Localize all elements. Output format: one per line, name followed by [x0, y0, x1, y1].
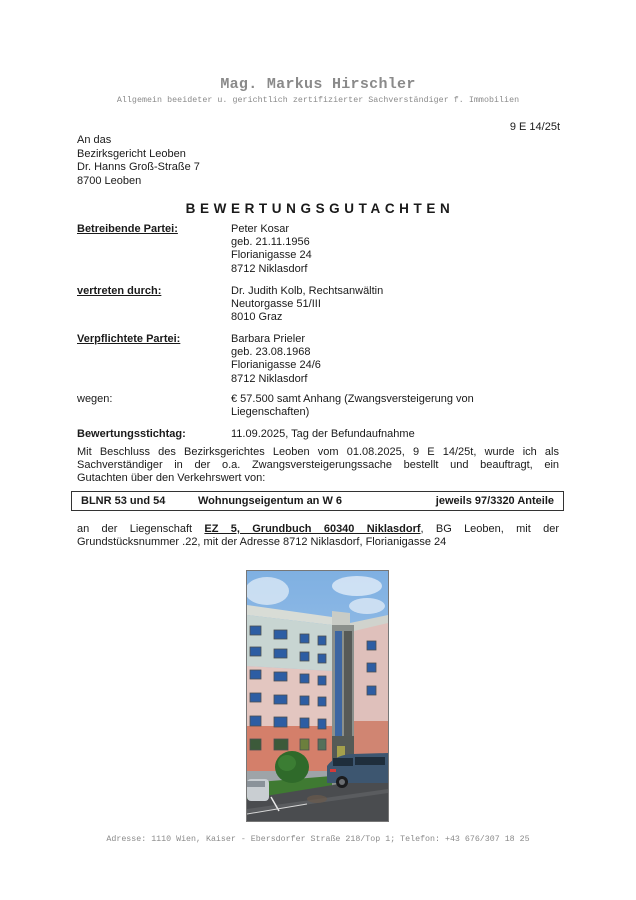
party-label: vertreten durch:	[77, 285, 162, 297]
paragraph-line: Sachverständiger in der o.a. Zwangsversteigerungssache bestellt und beauftragt, ein	[77, 459, 559, 472]
party-line: Florianigasse 24/6	[231, 359, 321, 372]
case-number: 9 E 14/25t	[509, 121, 560, 133]
party-value	[231, 333, 321, 386]
property-paragraph	[77, 523, 559, 549]
property-register-link: EZ 5, Grundbuch 60340 Niklasdorf	[204, 523, 421, 535]
paragraph-text: an der Liegenschaft	[77, 523, 205, 535]
party-line: 8712 Niklasdorf	[231, 372, 308, 385]
paragraph-line	[77, 523, 559, 536]
page-footer: Adresse: 1110 Wien, Kaiser - Ebersdorfer Straße 218/Top 1; Telefon: +43 676/307 18 25	[106, 835, 530, 844]
party-label: Verpflichtete Partei:	[77, 333, 181, 345]
paragraph-line: Grundstücksnummer .22, mit der Adresse 8712 Niklasdorf, Florianigasse 24	[77, 536, 447, 549]
party-line: Peter Kosar	[231, 223, 290, 235]
party-line: Florianigasse 24	[231, 249, 312, 262]
party-line: 8712 Niklasdorf	[231, 262, 308, 275]
paragraph-line: Gutachten über den Verkehrswert von:	[77, 472, 266, 485]
party-line: Dr. Judith Kolb, Rechtsanwältin	[231, 285, 384, 297]
party-label: Betreibende Partei:	[77, 223, 178, 235]
party-line: Barbara Prieler	[231, 333, 305, 345]
valuation-date-value: 11.09.2025, Tag der Befundaufnahme	[231, 428, 415, 440]
property-box	[71, 491, 564, 511]
party-line: € 57.500 samt Anhang (Zwangsversteigerung von	[231, 393, 474, 405]
party-line: geb. 21.11.1956	[231, 236, 310, 249]
property-shares: jeweils 97/3320 Anteile	[435, 495, 554, 507]
party-line: Liegenschaften)	[231, 406, 310, 419]
party-line: 8010 Graz	[231, 311, 283, 324]
recipient-line: 8700 Leoben	[77, 174, 142, 187]
apartment-building-photo	[246, 570, 389, 822]
party-value	[231, 285, 383, 325]
valuation-date-label: Bewertungsstichtag:	[77, 428, 186, 440]
party-value	[231, 223, 312, 276]
party-value	[231, 393, 474, 419]
party-label: wegen:	[77, 393, 113, 405]
property-blnr: BLNR 53 und 54	[81, 495, 166, 507]
recipient-address	[77, 134, 200, 188]
party-line: geb. 23.08.1968	[231, 346, 311, 359]
document-title: BEWERTUNGSGUTACHTEN	[185, 201, 455, 216]
paragraph-line: Mit Beschluss des Bezirksgerichtes Leoben vom 01.08.2025, 9 E 14/25t, wurde ich als	[77, 446, 559, 458]
letterhead-name: Mag. Markus Hirschler	[220, 76, 416, 93]
party-line: Neutorgasse 51/III	[231, 298, 321, 311]
recipient-line: Dr. Hanns Groß-Straße 7	[77, 161, 200, 173]
recipient-line: An das	[77, 134, 112, 146]
recipient-line: Bezirksgericht Leoben	[77, 147, 186, 160]
letterhead-subtitle: Allgemein beeideter u. gerichtlich zertifizierter Sachverständiger f. Immobilien	[116, 96, 520, 105]
intro-paragraph	[77, 446, 559, 486]
property-type: Wohnungseigentum an W 6	[198, 495, 343, 507]
paragraph-text: , BG Leoben, mit der	[420, 523, 559, 535]
